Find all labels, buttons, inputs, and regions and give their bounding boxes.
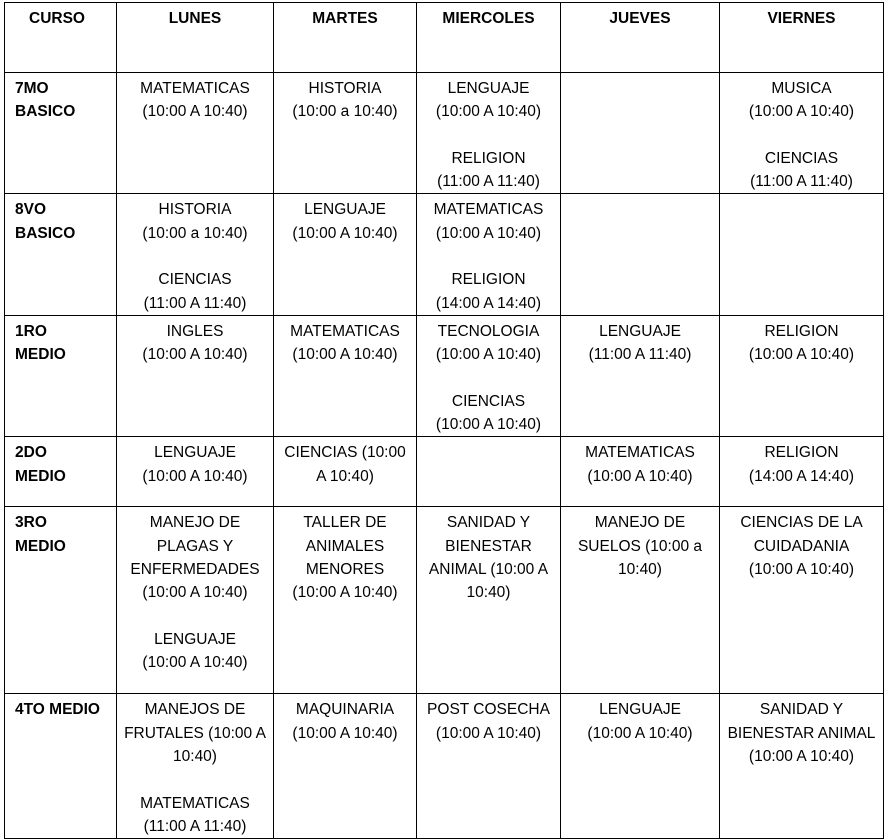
subject-name: CIENCIAS DE LA CUIDADANIA (740, 514, 863, 555)
class-time: (10:00 A 10:40) (435, 416, 542, 434)
subject-name: MANEJOS DE FRUTALES (10:00 A 10:40) (124, 701, 266, 766)
subject-name: MUSICA (771, 80, 832, 97)
class-time: A 10:40) (316, 467, 374, 485)
header-lunes: LUNES (117, 3, 274, 73)
class-time: (10:00 A 10:40) (142, 346, 248, 364)
schedule-cell-martes (274, 694, 417, 839)
class-time: (10:00 A 10:40) (292, 224, 398, 242)
schedule-cell-miercoles (417, 437, 561, 507)
schedule-cell-lunes (117, 507, 274, 694)
schedule-cell-martes (274, 73, 417, 194)
class-time: (11:00 A 11:40) (588, 346, 692, 364)
class-time: (10:00 A 10:40) (435, 224, 542, 242)
class-entry (421, 147, 556, 194)
class-time: (10:00 A 10:40) (142, 103, 248, 121)
subject-name: CIENCIAS (764, 149, 839, 167)
class-entry (121, 792, 269, 839)
subject-name: CIENCIAS (10:00 (284, 444, 406, 462)
class-entry (278, 320, 412, 367)
curso-label-line: 3RO (15, 514, 47, 532)
schedule-cell-jueves (561, 73, 720, 194)
subject-name: TECNOLOGIA (437, 322, 540, 340)
class-entry (724, 147, 879, 194)
schedule-cell-martes (274, 437, 417, 507)
subject-name: HISTORIA (308, 80, 382, 97)
header-jueves: JUEVES (561, 3, 720, 73)
curso-label-line: 4TO MEDIO (15, 701, 100, 719)
curso-label-line: BASICO (15, 224, 76, 242)
class-entry (278, 511, 412, 604)
curso-cell (5, 507, 117, 694)
entry-spacer (121, 245, 269, 268)
curso-label-line: MEDIO (15, 467, 66, 485)
subject-name: MATEMATICAS (140, 80, 250, 97)
class-entry (278, 77, 412, 124)
subject-name: MATEMATICAS (290, 322, 400, 340)
schedule-cell-viernes (720, 507, 884, 694)
entry-spacer (724, 124, 879, 147)
subject-name: RELIGION (451, 271, 526, 289)
schedule-cell-lunes (117, 437, 274, 507)
subject-name: LENGUAJE (599, 322, 681, 340)
class-time: (10:00 a 10:40) (142, 224, 248, 242)
curso-cell (5, 73, 117, 194)
curso-cell (5, 694, 117, 839)
subject-name: MATEMATICAS (433, 201, 544, 219)
schedule-cell-martes (274, 315, 417, 436)
schedule-cell-miercoles (417, 315, 561, 436)
class-entry (121, 77, 269, 124)
subject-name: LENGUAJE (154, 630, 236, 648)
subject-name: CIENCIAS (451, 392, 526, 410)
subject-name: RELIGION (451, 149, 526, 167)
class-time: (10:00 A 10:40) (587, 467, 693, 485)
curso-cell (5, 194, 117, 315)
entry-spacer (121, 605, 269, 628)
schedule-cell-jueves (561, 507, 720, 694)
class-time: (10:00 A 10:40) (435, 346, 542, 364)
subject-name: LENGUAJE (154, 444, 236, 462)
curso-label-line: 1RO (15, 322, 47, 340)
subject-name: MATEMATICAS (140, 794, 250, 812)
class-entry (121, 698, 269, 768)
curso-label-line: 7MO (15, 80, 49, 97)
subject-name: MANEJO DE PLAGAS Y ENFERMEDADES (130, 514, 260, 579)
class-time: (14:00 A 14:40) (748, 467, 855, 485)
class-entry (724, 320, 879, 367)
subject-name: TALLER DE ANIMALES MENORES (303, 514, 387, 579)
subject-name: HISTORIA (158, 201, 232, 219)
class-entry (421, 198, 556, 245)
schedule-cell-viernes (720, 73, 884, 194)
curso-label-line: 2DO (15, 444, 47, 462)
entry-spacer (421, 367, 556, 390)
curso-label-line: MEDIO (15, 346, 66, 364)
class-entry (421, 268, 556, 315)
schedule-body (5, 73, 884, 839)
schedule-table (4, 2, 884, 839)
schedule-cell-lunes (117, 315, 274, 436)
subject-name: LENGUAJE (599, 701, 681, 719)
header-miercoles: MIERCOLES (417, 3, 561, 73)
curso-cell (5, 437, 117, 507)
class-entry (565, 441, 715, 488)
class-time: (10:00 A 10:40) (292, 724, 398, 742)
class-time: (11:00 A 11:40) (750, 173, 853, 191)
schedule-cell-miercoles (417, 507, 561, 694)
class-entry (724, 441, 879, 488)
class-entry (421, 698, 556, 745)
class-time: (10:00 A 10:40) (142, 584, 248, 602)
subject-name: LENGUAJE (304, 201, 386, 219)
subject-name: LENGUAJE (447, 80, 530, 97)
class-entry (421, 511, 556, 604)
class-time: (10:00 A 10:40) (435, 103, 542, 121)
class-entry (421, 320, 556, 367)
curso-label-line: 8VO (15, 201, 47, 219)
subject-name: INGLES (166, 322, 224, 340)
class-entry (724, 698, 879, 768)
table-row (5, 73, 884, 194)
class-time: (11:00 A 11:40) (143, 294, 247, 312)
subject-name: RELIGION (764, 322, 839, 340)
schedule-cell-viernes (720, 694, 884, 839)
entry-spacer (421, 124, 556, 147)
table-row (5, 694, 884, 839)
table-row (5, 437, 884, 507)
schedule-cell-jueves (561, 194, 720, 315)
class-entry (724, 511, 879, 581)
class-entry (724, 77, 879, 124)
schedule-cell-miercoles (417, 194, 561, 315)
class-entry (565, 698, 715, 745)
class-time: (11:00 A 11:40) (143, 817, 247, 835)
subject-name: POST COSECHA (427, 701, 550, 719)
schedule-cell-viernes (720, 194, 884, 315)
curso-label-line: BASICO (15, 103, 76, 121)
class-time: (10:00 A 10:40) (587, 724, 693, 742)
class-entry (121, 320, 269, 367)
class-time: (10:00 A 10:40) (292, 584, 398, 602)
class-entry (565, 511, 715, 581)
class-time: (10:00 A 10:40) (142, 467, 248, 485)
curso-label-line: MEDIO (15, 537, 66, 555)
class-time: (10:00 A 10:40) (435, 724, 542, 742)
table-row (5, 194, 884, 315)
subject-name: MATEMATICAS (585, 444, 695, 462)
header-martes: MARTES (274, 3, 417, 73)
entry-spacer (421, 245, 556, 268)
subject-name: CIENCIAS (158, 271, 232, 289)
class-entry (278, 198, 412, 245)
class-time: (14:00 A 14:40) (435, 294, 542, 312)
class-time: (11:00 A 11:40) (437, 173, 540, 191)
subject-name: MANEJO DE SUELOS (10:00 a 10:40) (577, 514, 703, 579)
schedule-cell-lunes (117, 194, 274, 315)
schedule-cell-miercoles (417, 694, 561, 839)
class-time: (10:00 A 10:40) (748, 561, 855, 579)
table-row (5, 507, 884, 694)
class-entry (121, 511, 269, 604)
header-viernes: VIERNES (720, 3, 884, 73)
subject-name: SANIDAD Y BIENESTAR ANIMAL (727, 701, 876, 742)
class-entry (421, 390, 556, 437)
subject-name: RELIGION (764, 444, 839, 462)
table-row (5, 315, 884, 436)
schedule-cell-jueves (561, 315, 720, 436)
header-row (5, 3, 884, 73)
class-entry (121, 198, 269, 245)
class-time: (10:00 A 10:40) (292, 346, 398, 364)
class-entry (121, 628, 269, 675)
class-entry (421, 77, 556, 124)
schedule-cell-viernes (720, 437, 884, 507)
class-entry (565, 320, 715, 367)
schedule-cell-lunes (117, 73, 274, 194)
class-entry (278, 441, 412, 488)
class-time: (10:00 A 10:40) (748, 346, 855, 364)
class-entry (121, 441, 269, 488)
entry-spacer (121, 768, 269, 791)
schedule-cell-miercoles (417, 73, 561, 194)
class-entry (278, 698, 412, 745)
class-time: (10:00 A 10:40) (142, 654, 248, 672)
class-time: (10:00 A 10:40) (748, 103, 855, 121)
class-time: (10:00 a 10:40) (292, 103, 398, 121)
subject-name: SANIDAD Y BIENESTAR ANIMAL (10:00 A 10:40) (428, 514, 549, 602)
schedule-cell-lunes (117, 694, 274, 839)
header-curso: CURSO (5, 3, 117, 73)
schedule-cell-martes (274, 507, 417, 694)
curso-cell (5, 315, 117, 436)
schedule-cell-viernes (720, 315, 884, 436)
schedule-cell-jueves (561, 437, 720, 507)
class-entry (121, 268, 269, 315)
class-time: (10:00 A 10:40) (748, 748, 855, 766)
schedule-cell-jueves (561, 694, 720, 839)
subject-name: MAQUINARIA (295, 701, 395, 719)
schedule-cell-martes (274, 194, 417, 315)
